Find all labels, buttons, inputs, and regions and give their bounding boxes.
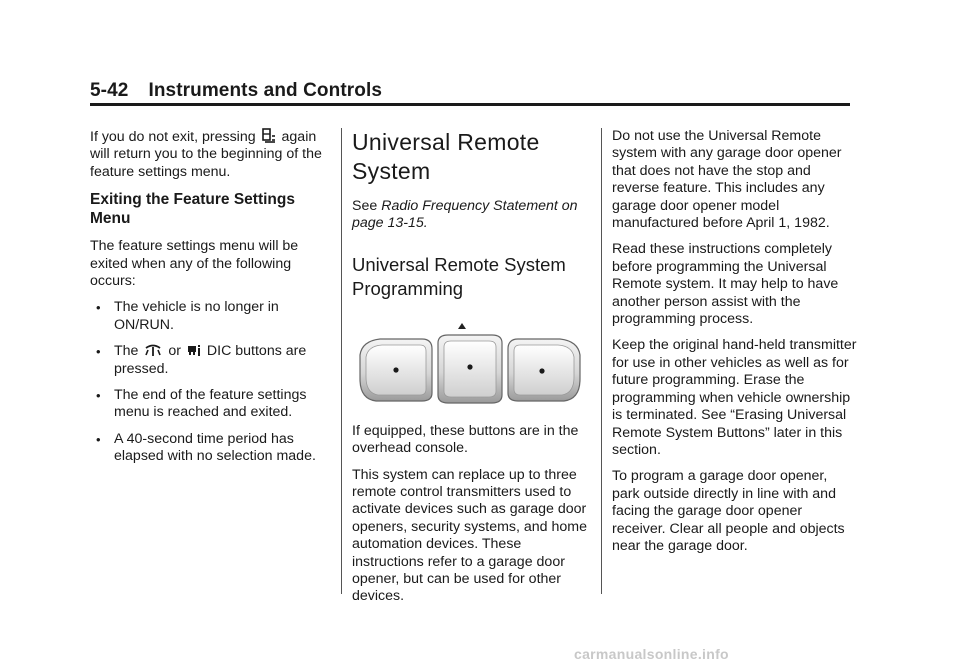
exiting-heading: Exiting the Feature Settings Menu [90,191,295,228]
keep-transmitter-paragraph: Keep the original hand-held transmitter for use in other vehicles as well as for future programming. Erase the programming when vehicle ownership is terminated. See “Erasing Universal Remote System Buttons” later in this section. [612,337,857,458]
column-divider-1 [341,128,342,594]
bullet: • [96,344,101,360]
bullet: • [96,388,101,404]
program-opener-paragraph: To program a garage door opener, park outside directly in line with and facing the garage door opener receiver. Clear all people and objects near the garage door. [612,468,845,554]
settings-icon [262,128,276,143]
list-item: • The or DIC buttons are pressed. [96,343,307,377]
remote-buttons-svg [352,315,592,407]
column-1 [90,128,335,475]
remote-buttons-illustration [352,315,592,407]
read-instructions-paragraph: Read these instructions completely before programming the Universal Remote system. It may help to have another person assist with the programming process. [612,241,839,328]
system-paragraph: This system can replace up to three remote control transmitters used to activate devices such as garage door openers, security systems, and home automation devices. These instructions refer to a garage door opener, but can be used for other devices. [352,466,587,605]
watermark: carmanualsonline.info [574,646,729,662]
list-item: • The vehicle is no longer in ON/RUN. [96,299,279,333]
programming-heading: Universal Remote System Programming [352,253,566,299]
column-3 [612,128,857,564]
intro-paragraph: If you do not exit, pressing again will return you to the beginning of the feature settings menu. [90,129,322,180]
exiting-lead: The feature settings menu will be exited when any of the following occurs: [90,238,299,290]
exit-conditions-list [90,299,335,465]
page-header [90,80,382,102]
page-number: 5-42 [90,80,129,101]
bullet: • [96,300,101,316]
remote-button-2 [438,335,502,403]
small-indicator-icon [458,323,466,329]
see-reference: See Radio Frequency Statement on page 13-15. [352,198,578,232]
column-2 [352,128,592,615]
menu-icon [144,344,162,357]
radio-frequency-link[interactable]: Radio Frequency Statement on page 13-15. [352,198,578,232]
header-rule [90,103,850,106]
list-item: • A 40-second time period has elapsed with no selection made. [96,430,316,465]
vehicle-info-icon [187,344,201,357]
list-item: • The end of the feature settings menu is reached and exited. [96,387,307,421]
column-divider-2 [601,128,602,594]
remote-button-3 [508,339,580,401]
warning-paragraph: Do not use the Universal Remote system with any garage door opener that does not have the stop and reverse feature. This includes any garage door opener model manufactured before April 1, 1982. [612,128,842,232]
console-paragraph: If equipped, these buttons are in the overhead console. [352,422,579,457]
section-title: Instruments and Controls [148,80,383,101]
universal-remote-title: Universal Remote System [352,129,540,184]
remote-button-1 [360,339,432,401]
bullet: • [96,431,101,447]
